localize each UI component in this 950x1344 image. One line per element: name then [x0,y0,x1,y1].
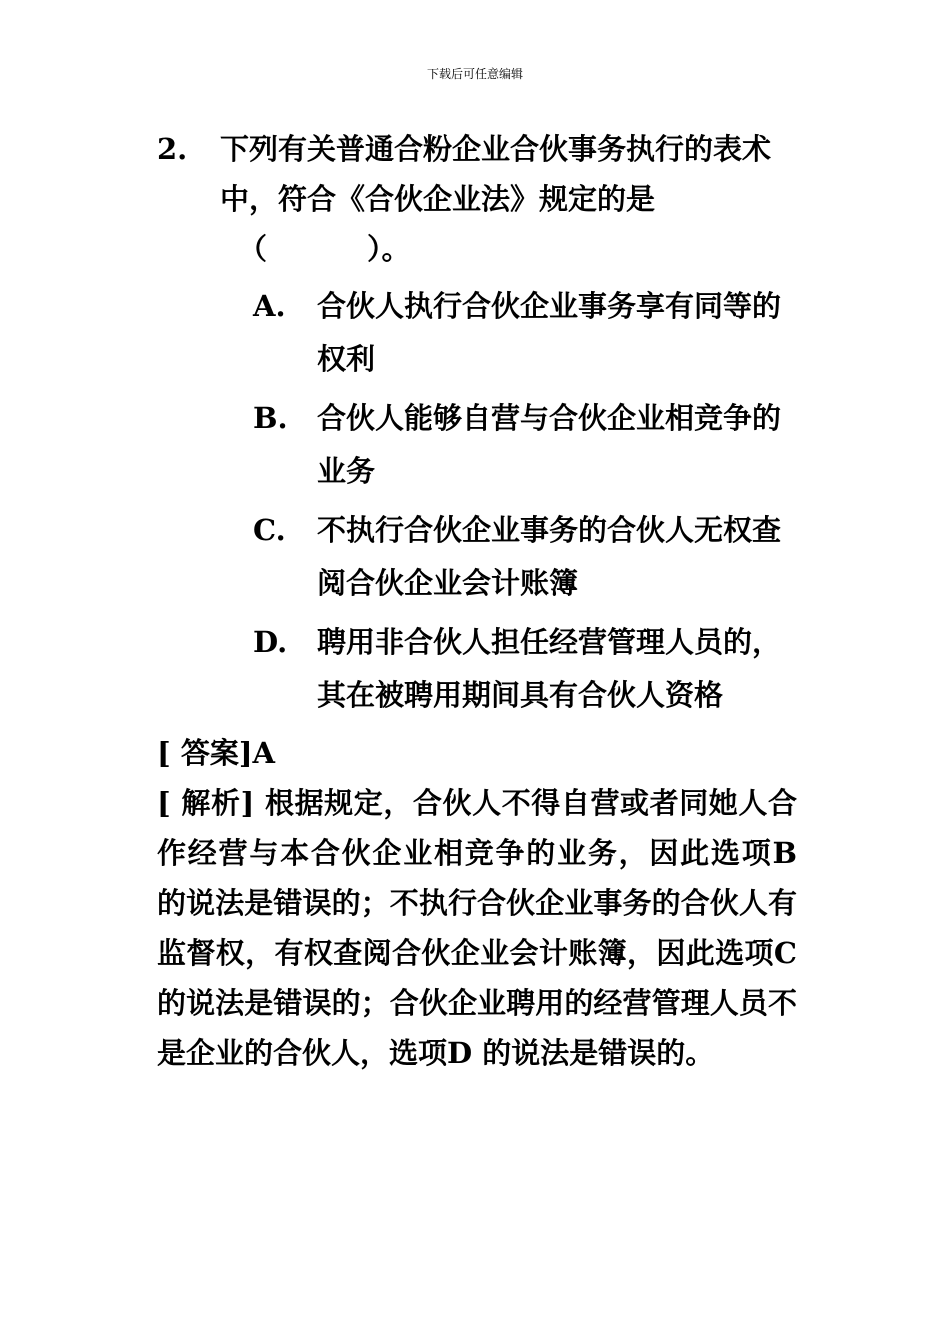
paren-open: （ [238,232,268,266]
option-text: 不执行合伙企业事务的合伙人无权查阅合伙企业会计账簿 [317,513,782,600]
analysis-paragraph [157,778,797,1078]
answer-blank [220,224,797,274]
option-text: 聘用非合伙人担任经营管理人员的，其在被聘用期间具有合伙人资格 [317,625,782,712]
option-c [253,504,797,610]
option-d [253,616,797,722]
analysis-text: 根据规定，合伙人不得自营或者同她人合作经营与本合伙企业相竞争的业务，因此选项B 的说法是错误的；不执行合伙企业事务的合伙人有监督权，有权查阅合伙企业会计账簿，因此选项C 的说法是错误的；合伙企业聘用的经营管理人员不是企业的合伙人，选项D 的说法是错误的。 [157,786,797,1070]
option-letter: D. [253,625,288,659]
option-a [253,280,797,386]
page-header: 下载后可任意编辑 [426,67,523,81]
question-stem: 下列有关普通合粉企业合伙事务执行的表术中，符合《合伙企业法》规定的是 [220,132,772,216]
option-b [253,392,797,498]
analysis-label: [ 解析] [157,786,255,820]
question-block [157,124,797,274]
option-letter: A. [253,289,286,323]
question-number: 2. [157,132,188,166]
answer-value: A [252,736,276,770]
answer-label: [ 答案] [157,736,253,770]
answer-line [157,728,797,778]
option-text: 合伙人能够自营与合伙企业相竞争的业务 [317,401,782,488]
option-letter: B. [253,401,288,435]
option-letter: C. [253,513,286,547]
option-text: 合伙人执行合伙企业事务享有同等的权利 [317,289,782,376]
document-body [157,124,797,1078]
paren-close: ）。 [367,232,411,266]
